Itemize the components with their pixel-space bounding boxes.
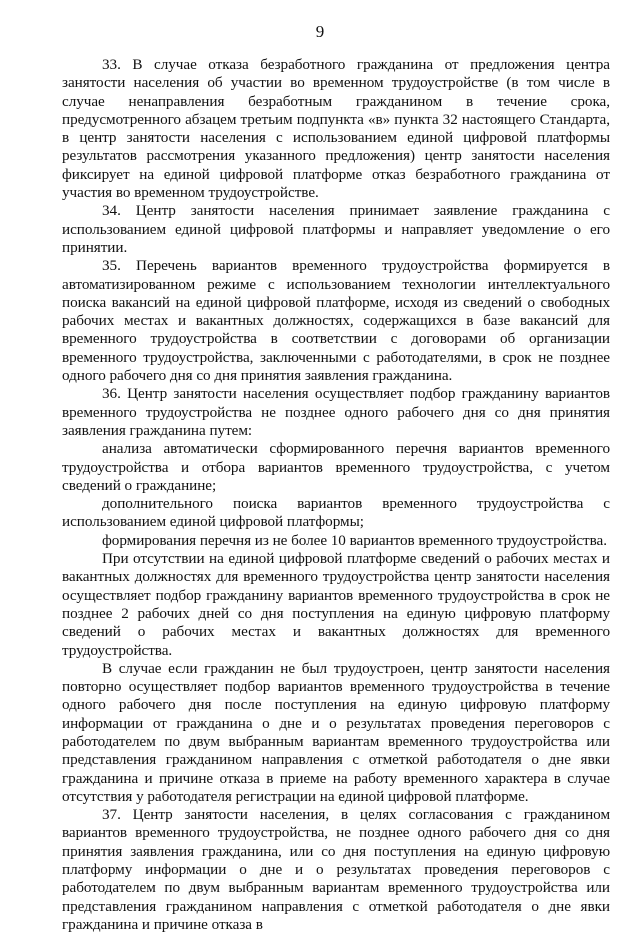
paragraph-no-vacancies: При отсутствии на единой цифровой платформе сведений о рабочих местах и вакантных должностях для временного трудоустройства центр занятости населения осуществляет подбор гражданину вариантов временного трудоустройства в срок не позднее 2 рабочих дней со дня поступления на единую цифровую платформу сведений о рабочих местах и вакантных должностях для временного трудоустройства. [62,550,610,659]
paragraph-repeat-selection: В случае если гражданин не был трудоустроен, центр занятости населения повторно осуществляет подбор вариантов временного трудоустройства в течение одного рабочего дня после поступления на единую цифровую платформу информации от гражданина о дне и о результатах проведения переговоров с работодателем по двум выбранным вариантам временного трудоустройства или представления гражданином направления с отметкой работодателя о дне явки гражданина и причине отказа в приеме на работу временного характера в случае отсутствия у работодателя регистрации на единой цифровой платформе. [62,659,610,805]
paragraph-34: 34. Центр занятости населения принимает заявление гражданина с использованием единой цифровой платформы и направляет уведомление о его принятии. [62,202,610,256]
paragraph-37: 37. Центр занятости населения, в целях согласования с гражданином вариантов временного трудоустройства, не позднее одного рабочего дня со дня принятия заявления гражданина, или со дня поступления на единую цифровую платформу информации о дне и о результатах проведения переговоров с работодателем по двум выбранным вариантам временного трудоустройства или представления гражданином направления с отметкой работодателя о дне явки гражданина и причине отказа в [62,806,610,933]
paragraph-36-item-search: дополнительного поиска вариантов временного трудоустройства с использованием единой цифровой платформы; [62,495,610,531]
paragraph-36-item-list: формирования перечня из не более 10 вариантов временного трудоустройства. [102,531,607,549]
page-number: 9 [315,22,325,41]
paragraph-36: 36. Центр занятости населения осуществляет подбор гражданину вариантов временного трудоустройства не позднее одного рабочего дня со дня принятия заявления гражданина путем: [62,385,610,439]
paragraph-35: 35. Перечень вариантов временного трудоустройства формируется в автоматизированном режиме с использованием технологии интеллектуального поиска вакансий на единой цифровой платформе, исходя из сведений о свободных рабочих местах и вакантных должностях, содержащихся в базе вакансий для временного трудоустройства в соответствии с договорами об организации временного трудоустройства, заключенными с работодателями, в срок не позднее одного рабочего дня со дня принятия заявления гражданина. [62,257,610,385]
paragraph-33: 33. В случае отказа безработного гражданина от предложения центра занятости населения об участии во временном трудоустройстве (в том числе в случае ненаправления безработным гражданином в течение срока, предусмотренного абзацем третьим подпункта «в» пункта 32 настоящего Стандарта, в центр занятости населения с использованием единой цифровой платформы результатов рассмотрения указанного предложения) центр занятости населения фиксирует на единой цифровой платформе отказ безработного гражданина от участия во временном трудоустройстве. [62,56,610,202]
document-body [62,56,610,934]
paragraph-36-item-analysis: анализа автоматически сформированного перечня вариантов временного трудоустройства и отбора вариантов временного трудоустройства, с учетом сведений о гражданине; [62,440,610,494]
